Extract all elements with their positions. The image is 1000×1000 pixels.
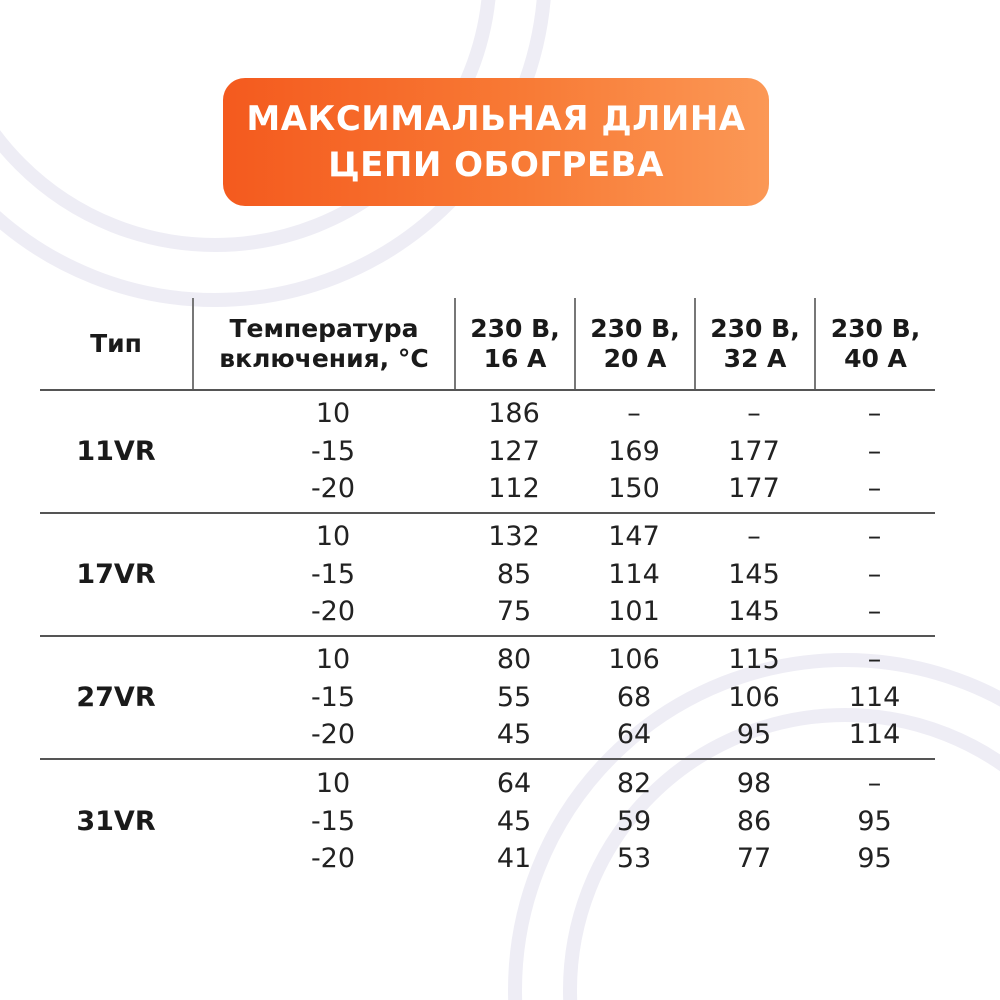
length-value: 101: [608, 596, 660, 628]
length-value: 114: [848, 719, 901, 751]
header-230v-40a-line-2: 40 А: [844, 343, 907, 373]
length-value: 150: [608, 473, 660, 505]
title-banner: [223, 78, 769, 206]
table-row-group-17vr: [40, 514, 935, 637]
header-230v-32a-line-2: 32 А: [723, 343, 787, 373]
length-value: 127: [488, 435, 540, 467]
table-header-row: [40, 298, 935, 391]
length-value: 98: [736, 768, 772, 800]
temp-value: -15: [310, 681, 356, 713]
header-230v-32a: [694, 298, 814, 389]
header-type: [40, 298, 192, 389]
header-type-label: Тип: [90, 328, 142, 358]
length-cell-16a: [454, 637, 574, 758]
length-value: 86: [736, 805, 772, 837]
length-value: –: [867, 473, 882, 505]
length-cell-40a: [814, 514, 935, 635]
type-cell: [40, 514, 192, 635]
length-value: 106: [608, 644, 660, 676]
length-value: 114: [608, 558, 660, 590]
length-value: 80: [496, 644, 532, 676]
length-value: –: [867, 398, 882, 430]
length-value: 53: [616, 843, 652, 875]
type-label: 11VR: [76, 436, 156, 467]
length-cell-40a: [814, 391, 935, 512]
header-temp-line-2: включения, °C: [219, 343, 429, 373]
length-value: –: [627, 398, 641, 430]
temp-value: 10: [315, 398, 351, 430]
length-value: 169: [608, 435, 660, 467]
header-230v-16a-line-1: 230 В,: [470, 313, 560, 343]
length-value: 64: [616, 719, 652, 751]
length-cell-16a: [454, 391, 574, 512]
length-value: 55: [496, 681, 532, 713]
type-label: 31VR: [76, 806, 156, 837]
header-temp: [192, 298, 454, 389]
length-cell-20a: [574, 514, 694, 635]
title-line-2: ЦЕПИ ОБОГРЕВА: [328, 145, 664, 185]
length-value: 82: [616, 768, 652, 800]
temp-value: -15: [310, 805, 356, 837]
length-cell-32a: [694, 637, 814, 758]
header-230v-20a-line-1: 230 В,: [590, 313, 680, 343]
length-value: –: [747, 521, 761, 553]
length-value: 177: [728, 473, 780, 505]
temp-value: 10: [315, 521, 351, 553]
length-value: 41: [496, 843, 532, 875]
length-cell-20a: [574, 391, 694, 512]
temp-value: 10: [315, 768, 351, 800]
length-value: 95: [857, 805, 892, 837]
temp-cell: [192, 637, 454, 758]
temp-value: -15: [310, 558, 356, 590]
temp-value: -15: [310, 435, 356, 467]
length-value: 186: [488, 398, 540, 430]
length-value: 106: [728, 681, 780, 713]
length-cell-32a: [694, 760, 814, 883]
length-value: 132: [488, 521, 540, 553]
length-value: –: [867, 435, 882, 467]
length-value: –: [867, 596, 882, 628]
header-230v-16a-line-2: 16 А: [483, 343, 547, 373]
table-row-group-11vr: [40, 391, 935, 514]
table-row-group-31vr: [40, 760, 935, 883]
length-value: –: [867, 558, 882, 590]
length-value: 75: [496, 596, 532, 628]
length-cell-32a: [694, 391, 814, 512]
temp-value: -20: [310, 843, 356, 875]
type-cell: [40, 637, 192, 758]
header-230v-16a: [454, 298, 574, 389]
length-value: 177: [728, 435, 780, 467]
length-value: –: [867, 768, 882, 800]
temp-value: -20: [310, 473, 356, 505]
length-value: 145: [728, 558, 780, 590]
table-row-group-27vr: [40, 637, 935, 760]
temp-value: 10: [315, 644, 351, 676]
length-value: 68: [616, 681, 652, 713]
length-cell-40a: [814, 637, 935, 758]
length-value: 77: [736, 843, 772, 875]
length-cell-16a: [454, 514, 574, 635]
length-cell-16a: [454, 760, 574, 883]
length-value: 147: [608, 521, 660, 553]
temp-cell: [192, 760, 454, 883]
title-line-1: МАКСИМАЛЬНАЯ ДЛИНА: [246, 99, 746, 139]
type-label: 27VR: [76, 682, 156, 713]
type-cell: [40, 391, 192, 512]
length-value: 112: [488, 473, 540, 505]
length-value: –: [867, 644, 882, 676]
length-value: 95: [857, 843, 892, 875]
temp-cell: [192, 514, 454, 635]
length-value: –: [747, 398, 761, 430]
header-230v-20a-line-2: 20 А: [603, 343, 667, 373]
header-230v-32a-line-1: 230 В,: [710, 313, 800, 343]
length-cell-20a: [574, 760, 694, 883]
length-value: 114: [848, 681, 901, 713]
length-value: 45: [496, 805, 532, 837]
length-cell-20a: [574, 637, 694, 758]
length-value: –: [867, 521, 882, 553]
header-temp-line-1: Температура: [229, 313, 419, 343]
type-cell: [40, 760, 192, 883]
length-value: 145: [728, 596, 780, 628]
length-value: 85: [496, 558, 532, 590]
temp-value: -20: [310, 596, 356, 628]
header-230v-40a-line-1: 230 В,: [830, 313, 921, 343]
length-cell-40a: [814, 760, 935, 883]
heating-length-table: [40, 298, 935, 883]
temp-cell: [192, 391, 454, 512]
type-label: 17VR: [76, 559, 156, 590]
length-value: 59: [616, 805, 652, 837]
length-value: 115: [728, 644, 780, 676]
length-cell-32a: [694, 514, 814, 635]
temp-value: -20: [310, 719, 356, 751]
length-value: 45: [496, 719, 532, 751]
header-230v-40a: [814, 298, 935, 389]
length-value: 95: [736, 719, 772, 751]
length-value: 64: [496, 768, 532, 800]
header-230v-20a: [574, 298, 694, 389]
